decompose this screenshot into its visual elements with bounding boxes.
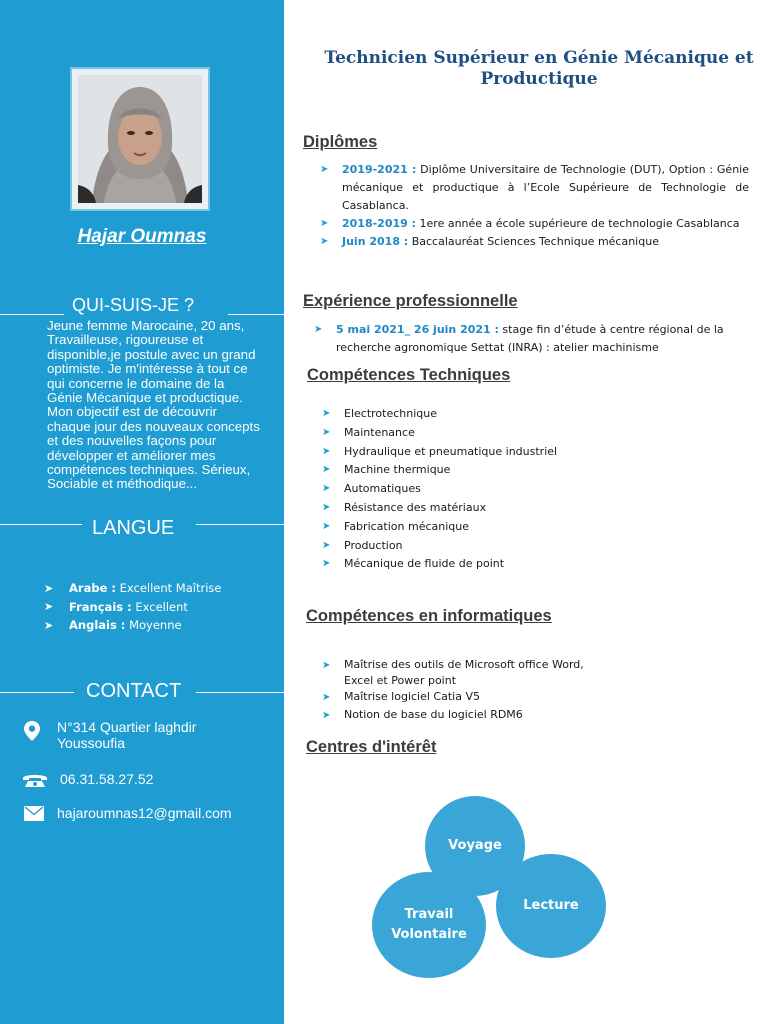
interest-travail-line1: Travail bbox=[404, 907, 454, 922]
interest-travail-line2: Volontaire bbox=[391, 927, 467, 942]
experience-date: 5 mai 2021_ 26 juin 2021 : bbox=[336, 323, 499, 336]
arrow-bullet-icon: ➤ bbox=[322, 558, 331, 570]
arrow-bullet-icon: ➤ bbox=[322, 445, 331, 457]
address-line1: N°314 Quartier laghdir bbox=[57, 719, 197, 735]
language-level-text: Moyenne bbox=[129, 618, 182, 633]
diplomes-title: Diplômes bbox=[303, 133, 378, 151]
it-skill-text: Maîtrise logiciel Catia V5 bbox=[344, 690, 480, 703]
arrow-bullet-icon: ➤ bbox=[322, 539, 331, 551]
telephone-icon bbox=[22, 773, 48, 790]
portrait-illustration bbox=[78, 75, 202, 203]
diplome-text bbox=[342, 233, 659, 251]
tech-skill-text: Production bbox=[344, 538, 403, 552]
interest-bubble-travail bbox=[372, 872, 486, 978]
tech-skill-text: Electrotechnique bbox=[344, 407, 437, 420]
it-skill-text bbox=[344, 657, 584, 689]
arrow-bullet-icon: ➤ bbox=[322, 426, 331, 438]
interest-bubble-lecture bbox=[496, 854, 606, 958]
arrow-bullet-icon: ➤ bbox=[322, 710, 331, 721]
arrow-bullet-icon: ➤ bbox=[320, 236, 329, 247]
interest-voyage-label: Voyage bbox=[448, 838, 502, 853]
email-address[interactable]: hajaroumnas12@gmail.com bbox=[57, 805, 232, 821]
tech-skill-item bbox=[322, 405, 722, 424]
diplome-description: Baccalauréat Sciences Technique mécanique bbox=[408, 235, 659, 248]
tech-skill-item bbox=[322, 499, 722, 518]
phone-number[interactable]: 06.31.58.27.52 bbox=[60, 771, 154, 787]
langue-title-rule-right bbox=[196, 524, 284, 525]
langue-title: LANGUE bbox=[92, 517, 175, 539]
tech-skill-item bbox=[322, 480, 722, 499]
about-title-rule-right bbox=[228, 314, 284, 315]
interests-title: Centres d'intérêt bbox=[306, 738, 437, 756]
location-pin-icon bbox=[24, 721, 40, 744]
address-text bbox=[57, 719, 257, 751]
language-name: Anglais : bbox=[69, 618, 126, 633]
job-title bbox=[310, 48, 768, 90]
it-skill-line2: Excel et Power point bbox=[344, 674, 457, 687]
diplome-item bbox=[320, 215, 749, 233]
tech-skills-title: Compétences Techniques bbox=[307, 366, 511, 384]
diplomes-list bbox=[320, 161, 749, 251]
tech-skills-list bbox=[322, 405, 722, 574]
tech-skill-item bbox=[322, 555, 722, 574]
langue-title-rule-left bbox=[0, 524, 82, 525]
diplome-year: Juin 2018 : bbox=[342, 235, 409, 248]
profile-photo bbox=[78, 75, 202, 203]
experience-item bbox=[314, 321, 750, 357]
tech-skill-text: Machine thermique bbox=[344, 463, 451, 477]
arrow-bullet-icon: ➤ bbox=[322, 660, 331, 671]
it-skill-text: Notion de base du logiciel RDM6 bbox=[344, 708, 523, 721]
it-skill-item bbox=[322, 707, 722, 725]
arrow-bullet-icon: ➤ bbox=[322, 501, 331, 513]
it-skills-title: Compétences en informatiques bbox=[306, 607, 552, 625]
contact-title-rule-left bbox=[0, 692, 74, 693]
main-content bbox=[284, 0, 768, 1024]
experience-list bbox=[314, 321, 750, 357]
contact-title-rule-right bbox=[196, 692, 284, 693]
arrow-bullet-icon: ➤ bbox=[320, 164, 329, 175]
language-level-text: Excellent Maîtrise bbox=[119, 581, 222, 596]
tech-skill-text: Hydraulique et pneumatique industriel bbox=[344, 444, 558, 458]
arrow-bullet-icon: ➤ bbox=[44, 581, 54, 595]
tech-skill-text: Automatiques bbox=[344, 482, 421, 496]
arrow-bullet-icon: ➤ bbox=[322, 483, 331, 495]
profile-photo-frame bbox=[70, 67, 210, 211]
tech-skill-item bbox=[322, 424, 722, 443]
address-line2: Youssoufia bbox=[57, 735, 125, 751]
experience-text bbox=[336, 321, 750, 357]
diplome-description: Diplôme Universitaire de Technologie (DUT), Option : Génie mécanique et productique à l’Ecole Supérieure de Technologie de Casablanca. bbox=[342, 163, 749, 212]
language-level bbox=[132, 600, 188, 614]
diplome-year: 2019-2021 : bbox=[342, 163, 417, 176]
it-skill-line1: Maîtrise des outils de Microsoft office Word, bbox=[344, 658, 584, 671]
job-title-line2: Productique bbox=[480, 69, 598, 89]
interest-travail-label bbox=[391, 905, 467, 945]
arrow-bullet-icon: ➤ bbox=[44, 618, 54, 632]
language-list bbox=[44, 579, 221, 635]
tech-skill-item bbox=[322, 518, 722, 537]
profile-name: Hajar Oumnas bbox=[77, 226, 207, 247]
diplome-item bbox=[320, 233, 749, 251]
diplome-description: 1ere année a école supérieure de technologie Casablanca bbox=[416, 217, 740, 230]
job-title-line1: Technicien Supérieur en Génie Mécanique et bbox=[324, 48, 754, 68]
contact-title: CONTACT bbox=[86, 680, 182, 702]
about-title-rule-left bbox=[0, 314, 64, 315]
sidebar bbox=[0, 0, 284, 1024]
it-skills-list bbox=[322, 657, 722, 725]
tech-skill-text: Mécanique de fluide de point bbox=[344, 557, 505, 571]
language-name: Français : bbox=[69, 599, 132, 614]
language-level bbox=[116, 581, 222, 595]
language-name: Arabe : bbox=[69, 581, 116, 596]
tech-skill-item bbox=[322, 443, 722, 462]
arrow-bullet-icon: ➤ bbox=[322, 408, 331, 419]
language-item bbox=[44, 598, 221, 617]
language-level-text: Excellent bbox=[135, 599, 188, 614]
arrow-bullet-icon: ➤ bbox=[322, 520, 331, 532]
tech-skill-text: Maintenance bbox=[344, 425, 415, 439]
language-item bbox=[44, 616, 221, 635]
diplome-item bbox=[320, 161, 749, 215]
diplome-text bbox=[342, 215, 740, 233]
about-text: Jeune femme Marocaine, 20 ans, Travailleuse, rigoureuse et disponible,je postule avec un grand optimiste. Je m'intéresse à tout ce qui concerne le domaine de la Génie Mécanique et productique. Mon objectif est de découvrir chaque jour des nouveaux concepts et des nouvelles façons pour développer et améliorer mes compétences techniques. Sérieux, Sociable et méthodique... bbox=[47, 319, 260, 492]
tech-skill-text: Résistance des matériaux bbox=[344, 500, 487, 514]
it-skill-item bbox=[322, 689, 722, 707]
language-level bbox=[125, 618, 181, 632]
arrow-bullet-icon: ➤ bbox=[322, 464, 331, 476]
experience-description: stage fin d’étude à centre régional de la recherche agronomique Settat (INRA) : atelier machinisme bbox=[336, 323, 724, 354]
experience-title: Expérience professionnelle bbox=[303, 292, 518, 310]
arrow-bullet-icon: ➤ bbox=[320, 218, 329, 229]
tech-skill-item bbox=[322, 537, 722, 556]
envelope-icon bbox=[24, 806, 44, 824]
interest-lecture-label: Lecture bbox=[523, 898, 579, 913]
tech-skill-text: Fabrication mécanique bbox=[344, 519, 469, 533]
diplome-year: 2018-2019 : bbox=[342, 217, 417, 230]
arrow-bullet-icon: ➤ bbox=[322, 692, 331, 703]
about-title: QUI-SUIS-JE ? bbox=[72, 295, 195, 315]
diplome-text bbox=[342, 161, 749, 215]
language-item bbox=[44, 579, 221, 598]
arrow-bullet-icon: ➤ bbox=[314, 324, 323, 335]
tech-skill-item bbox=[322, 461, 722, 480]
it-skill-item bbox=[322, 657, 722, 689]
arrow-bullet-icon: ➤ bbox=[44, 600, 54, 614]
